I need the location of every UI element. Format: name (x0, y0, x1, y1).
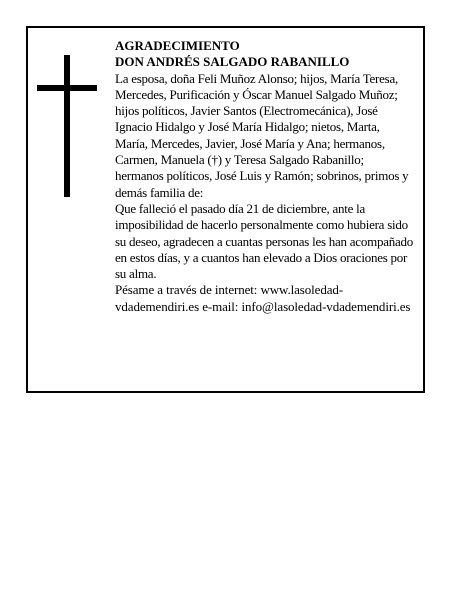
notice-heading: AGRADECIMIENTO (115, 38, 240, 53)
deceased-name: DON ANDRÉS SALGADO RABANILLO (115, 54, 350, 70)
cross-icon (64, 55, 70, 197)
cross-icon-crossbar (37, 85, 97, 91)
family-list: La esposa, doña Feli Muñoz Alonso; hijos, María Teresa, Mercedes, Purificación y Óscar Manuel Salgado Muñoz; hijos políticos, Javier Santos (Electromecánica), José Ignacio Hidalgo y José María Hidalgo; nietos, Marta, María, Mercedes, Javier, José María y Ana; hermanos, Carmen, Manuela (†) y Teresa Salgado Rabanillo; hermanos políticos, José Luis y Ramón; sobrinos, primos y demás familia de: (115, 70, 409, 200)
notice-text (115, 38, 415, 315)
thanks-message: Que falleció el pasado día 21 de diciembre, ante la imposibilidad de hacerlo personalmente como hubiera sido su deseo, agradecen a cuantas personas les han acompañado en estos días, y a cuantos han elevado a Dios oraciones por su alma. (115, 200, 413, 282)
condolences-contact: Pésame a través de internet: www.lasoledad-vdademendiri.es e-mail: info@lasoledad-vdademendiri.es (115, 282, 411, 314)
